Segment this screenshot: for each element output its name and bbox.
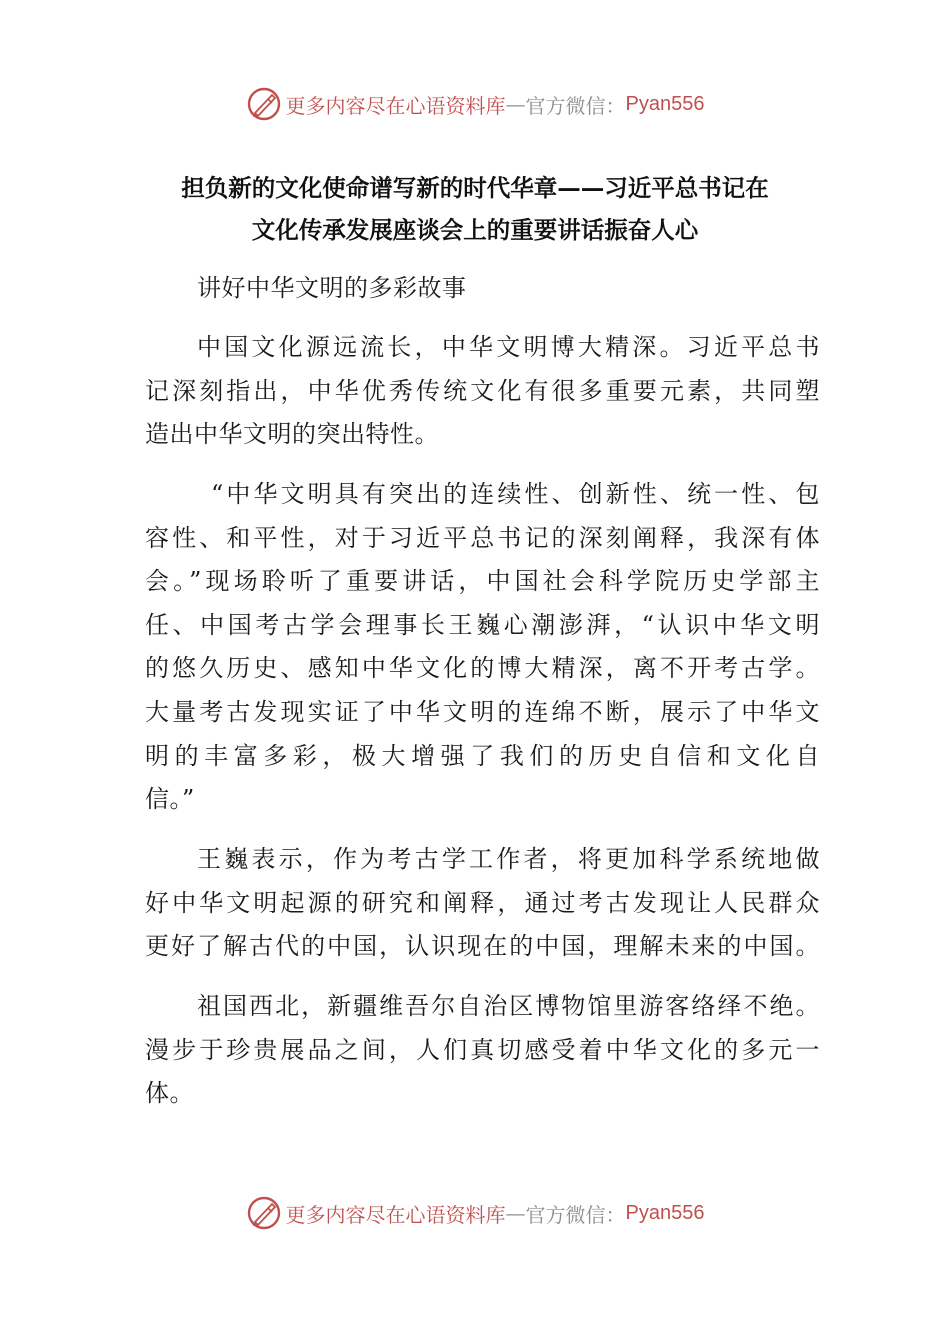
paragraph-line: 任、中国考古学会理事长王巍心潮澎湃，“认识中华文明 xyxy=(145,610,820,639)
footer-watermark xyxy=(0,1193,950,1233)
paragraph-2 xyxy=(145,473,820,822)
paragraph-line: 王巍表示，作为考古学工作者，将更加科学系统地做 xyxy=(197,845,820,873)
paragraph-line: 体。 xyxy=(145,1079,194,1108)
paragraph-line: 的悠久历史、感知中华文化的博大精深，离不开考古学。 xyxy=(145,654,820,683)
paragraph-line: 会。”现场聆听了重要讲话，中国社会科学院历史学部主 xyxy=(145,567,820,596)
paragraph-line: 中国文化源远流长，中华文明博大精深。习近平总书 xyxy=(197,333,820,361)
pen-logo-icon xyxy=(246,1195,282,1231)
header-watermark xyxy=(0,84,950,124)
document-title-line-2: 文化传承发展座谈会上的重要讲话振奋人心 xyxy=(251,216,699,244)
watermark-brand: 更多内容尽在心语资料库 xyxy=(285,93,506,118)
watermark-separator: — xyxy=(505,92,526,116)
paragraph-3 xyxy=(145,838,820,969)
watermark-brand: 更多内容尽在心语资料库 xyxy=(285,1202,506,1227)
paragraph-4 xyxy=(145,985,820,1116)
paragraph-line: 漫步于珍贵展品之间，人们真切感受着中华文化的多元一 xyxy=(145,1035,820,1064)
paragraph-line: 明的丰富多彩，极大增强了我们的历史自信和文化自 xyxy=(145,741,820,770)
watermark-id: Pyan556 xyxy=(625,92,705,115)
pen-logo-icon xyxy=(246,86,282,122)
paragraph-line: 大量考古发现实证了中华文明的连绵不断，展示了中华文 xyxy=(145,697,820,726)
paragraph-line: 信。” xyxy=(145,785,195,814)
paragraph-line: 祖国西北，新疆维吾尔自治区博物馆里游客络绎不绝。 xyxy=(197,992,820,1020)
paragraph-line: “中华文明具有突出的连续性、创新性、统一性、包 xyxy=(211,480,820,508)
paragraph-line: 容性、和平性，对于习近平总书记的深刻阐释，我深有体 xyxy=(145,523,820,552)
watermark-id: Pyan556 xyxy=(625,1201,705,1224)
paragraph-1 xyxy=(145,326,820,457)
watermark-channel: 官方微信： xyxy=(525,1202,626,1227)
paragraph-line: 造出中华文明的突出特性。 xyxy=(145,420,439,449)
watermark-channel: 官方微信： xyxy=(525,93,626,118)
document-title-line-1: 担负新的文化使命谱写新的时代华章——习近平总书记在 xyxy=(181,174,769,202)
section-heading xyxy=(145,267,820,311)
paragraph-line: 更好了解古代的中国，认识现在的中国，理解未来的中国。 xyxy=(145,932,820,961)
paragraph-line: 好中华文明起源的研究和阐释，通过考古发现让人民群众 xyxy=(145,888,820,917)
section-heading-text: 讲好中华文明的多彩故事 xyxy=(197,274,467,302)
watermark-separator: — xyxy=(505,1201,526,1225)
paragraph-line: 记深刻指出，中华优秀传统文化有很多重要元素，共同塑 xyxy=(145,376,820,405)
